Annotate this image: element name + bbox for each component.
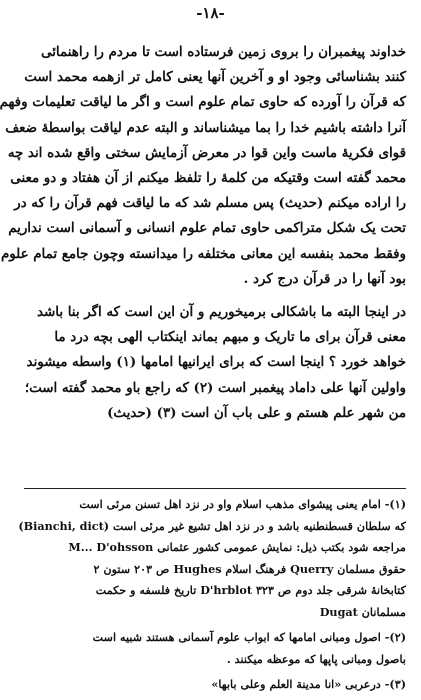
text-line: معنی قرآن برای ما تاریک و مبهم بماند اینکتاب الهی بچه درد ما xyxy=(54,329,406,346)
footnote-line: کتابخانهٔ شرقی جلد دوم ص ۳۲۳ D'hrblot تاریخ فلسفه و حکمت xyxy=(95,583,406,597)
text-line: واولین آنها علی داماد پیغمبر است (۲) که راجع باو محمد گفته است؛ xyxy=(24,379,406,396)
footnote-line: مراجعه شود بکتب ذیل: نمایش عمومی کشور عثمانی M... D'ohsson xyxy=(68,540,406,554)
text-line: وفقط محمد بنفسه این معانی مختلفه را میدانسته وچون جامع تمام علوم xyxy=(0,245,406,262)
footnote-1 xyxy=(18,494,406,623)
footnote-line: حقوق مسلمان Querry فرهنگ اسلام Hughes ص ۲۰۳ ستون ۲ xyxy=(93,561,406,576)
footnote-line: مسلمانان Dugat xyxy=(319,604,406,619)
text-line: قوای فکریهٔ ماست واین قوا در معرض آزمایش سختی واقع شده اند چه xyxy=(7,144,406,161)
paragraph-2 xyxy=(24,300,406,426)
footnote-line: (۱)- امام یعنی پیشوای مذهب اسلام واو در نزد اهل تسنن مرئی است xyxy=(79,497,406,511)
footnote-3 xyxy=(24,674,406,696)
text-line: در اینجا البته ما باشکالی برمیخوریم و آن این است که اگر بنا باشد xyxy=(37,304,406,321)
text-line: را اراده میکنم (حدیث) پس مسلم شد که ما لیاقت فهم قرآن را که در xyxy=(14,195,406,212)
text-line: که قرآن را آورده که حاوی تمام علوم است و اگر ما لیاقت تعلیمات وفهم xyxy=(0,94,406,111)
text-line: کنند بشناسائی وجود او و آخرین آنها یعنی کامل تر ازهمه محمد است xyxy=(24,69,406,86)
footnote-2 xyxy=(24,627,406,670)
footnote-line: که سلطان قسطنطنیه باشد و در نزد اهل تشیع غیر مرئی است (Bianchi, dict) xyxy=(18,518,406,533)
text-line: آنرا داشته باشیم خدا را بما میشناساند و البته عدم لیاقت بواسطهٔ ضعف xyxy=(5,119,406,136)
text-line: بود آنها را در قرآن درج کرد . xyxy=(243,270,406,287)
text-line: من شهر علم هستم و علی باب آن است (۳) (حدیث) xyxy=(107,404,406,421)
footnotes xyxy=(18,494,406,696)
footnote-divider xyxy=(24,488,406,489)
text-line: تحت یک شکل متراکمی حاوی تمام علوم انسانی و آسمانی است نداریم xyxy=(8,220,406,237)
text-line: خداوند پیغمبران را بروی زمین فرستاده است تا مردم را راهنمائی xyxy=(41,44,406,60)
paragraph-1 xyxy=(0,40,406,292)
footnote-line: باصول ومبانی پاپها که موعظه میکنند . xyxy=(226,651,406,666)
body-text xyxy=(0,40,406,426)
footnote-line: (۳)- درعربی «انا مدینة العلم وعلی بابها» xyxy=(211,677,406,691)
text-line: خواهد خورد ؟ اینجا است که برای ایرانیها امامها (۱) واسطه میشوند xyxy=(26,354,406,371)
page-number: -۱۸- xyxy=(196,4,225,22)
footnote-line: (۲)- اصول ومبانی امامها که ابواب علوم آسمانی هستند شبیه است xyxy=(92,630,406,644)
text-line: محمد گفته است وقتیکه من کلمهٔ را تلفظ میکنم از آن هفتاد و دو معنی xyxy=(10,170,406,187)
